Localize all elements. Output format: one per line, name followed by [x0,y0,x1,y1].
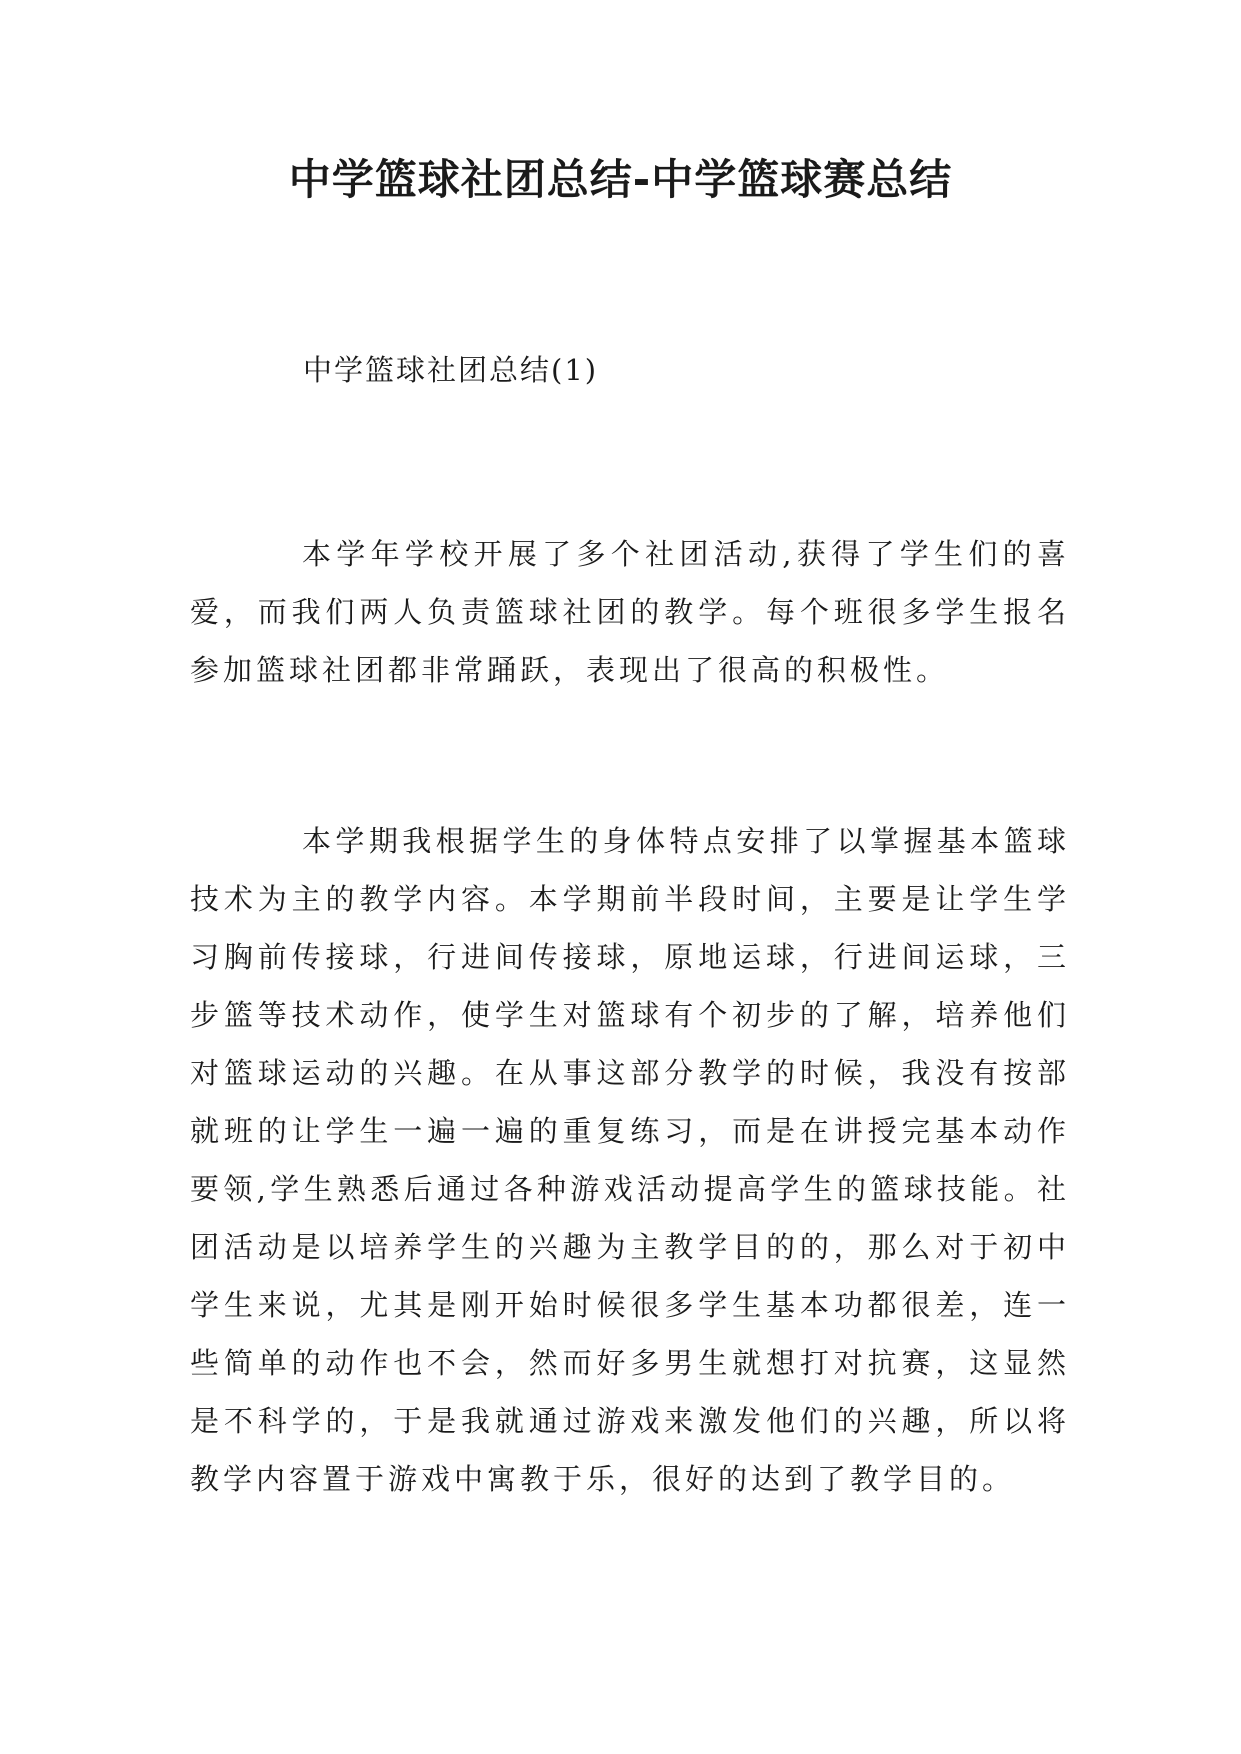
section-heading: 中学篮球社团总结(1) [303,353,599,387]
document-title: 中学篮球社团总结-中学篮球赛总结 [288,155,953,204]
paragraph-1: 本学年学校开展了多个社团活动,获得了学生们的喜爱，而我们两人负责篮球社团的教学。每个班很多学生报名参加篮球社团都非常踊跃，表现出了很高的积极性。 [190,537,1070,687]
paragraph-2: 本学期我根据学生的身体特点安排了以掌握基本篮球技术为主的教学内容。本学期前半段时间，主要是让学生学习胸前传接球，行进间传接球，原地运球，行进间运球，三步篮等技术动作，使学生对篮球有个初步的了解，培养他们对篮球运动的兴趣。在从事这部分教学的时候，我没有按部就班的让学生一遍一遍的重复练习，而是在讲授完基本动作要领,学生熟悉后通过各种游戏活动提高学生的篮球技能。社团活动是以培养学生的兴趣为主教学目的的，那么对于初中学生来说，尤其是刚开始时候很多学生基本功都很差，连一些简单的动作也不会，然而好多男生就想打对抗赛，这显然是不科学的，于是我就通过游戏来激发他们的兴趣，所以将教学内容置于游戏中寓教于乐，很好的达到了教学目的。 [190,824,1070,1496]
